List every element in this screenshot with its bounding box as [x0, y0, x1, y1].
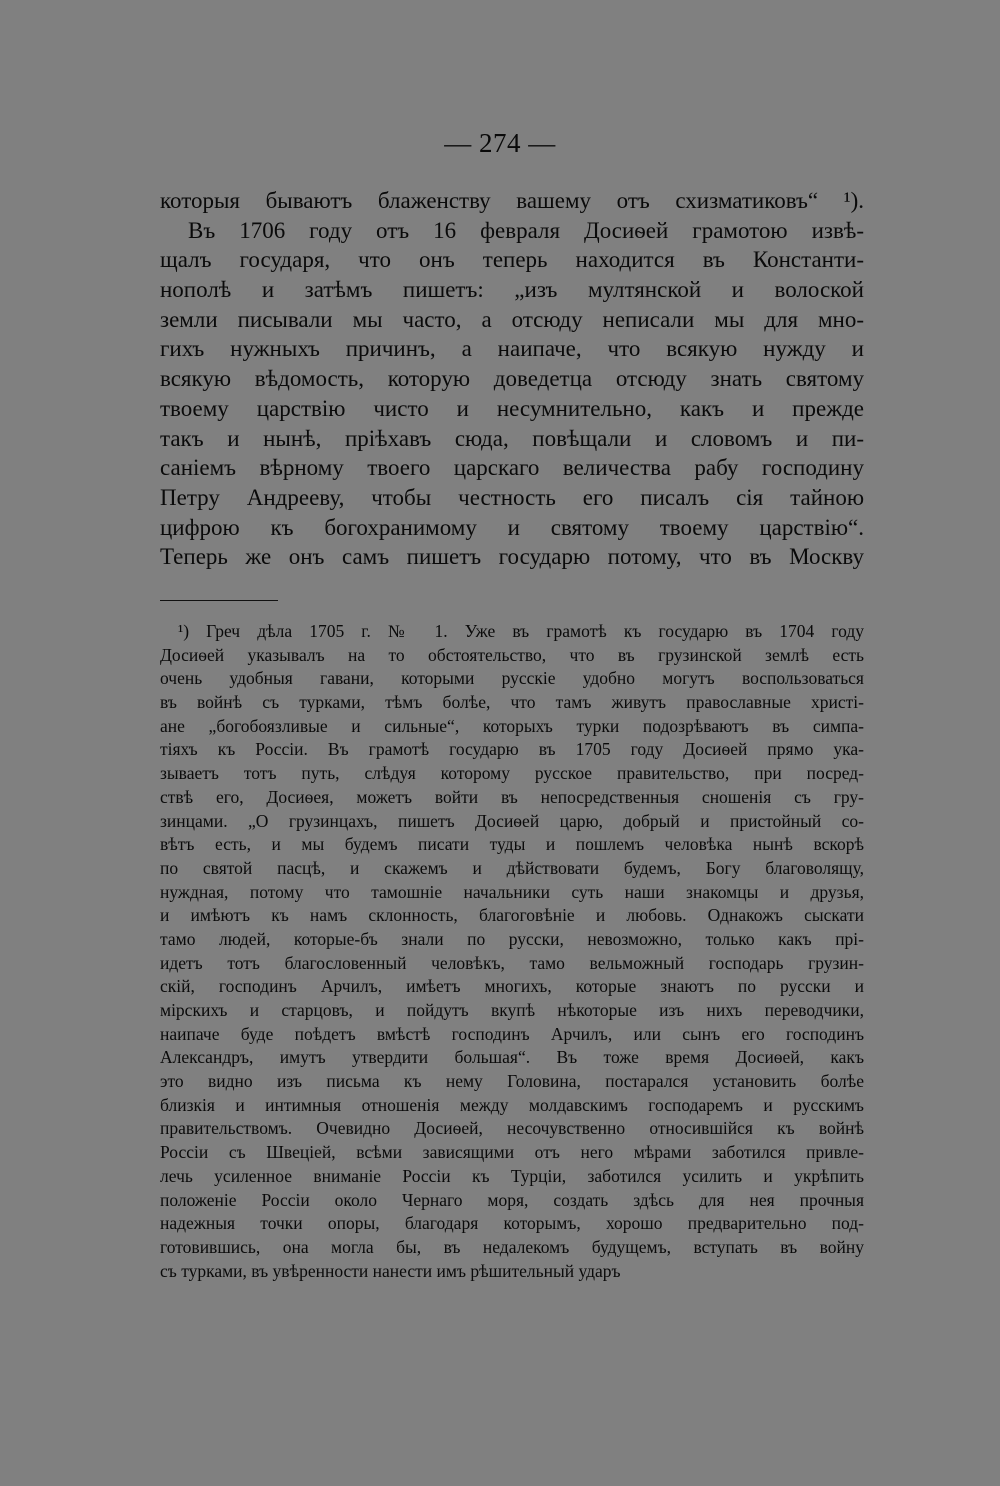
footnote-line: Александръ, имутъ утвердити большая“. Въ тоже время Досиѳей, какъ: [160, 1047, 864, 1068]
footnote-line: зываетъ тотъ путь, слѣдуя которому русское правительство, при посред-: [160, 763, 864, 784]
text-line: щалъ государя, что онъ теперь находится въ Константи-: [160, 247, 864, 273]
footnote-line: надежныя точки опоры, благодаря которымъ, хорошо предварительно под-: [160, 1213, 864, 1234]
footnote-line: съ турками, въ увѣренности нанести имъ рѣшительный ударъ: [160, 1260, 621, 1281]
footnote-line: и имѣютъ къ намъ склонность, благоговѣніе и любовь. Однакожъ сыскати: [160, 905, 864, 926]
text-line: гихъ нужныхъ причинъ, а наипаче, что всякую нужду и: [160, 336, 864, 362]
footnote-line: это видно изъ письма къ нему Головина, постарался установить болѣе: [160, 1071, 864, 1092]
footnote-line: въ войнѣ съ турками, тѣмъ болѣе, что тамъ живутъ православные христі-: [160, 692, 864, 713]
footnote-line: лечь усиленное вниманіе Россіи къ Турціи, заботился усилить и укрѣпить: [160, 1165, 864, 1186]
page-number: — 274 —: [444, 128, 556, 158]
text-line: всякую вѣдомость, которую доведетца отсюду знать святому: [160, 366, 864, 392]
text-line: нополѣ и затѣмъ пишетъ: „изъ мултянской и волоской: [160, 277, 864, 303]
footnote-line: зинцами. „О грузинцахъ, пишетъ Досиѳей царю, добрый и пристойный со-: [160, 810, 864, 831]
footnote-line: вѣтъ есть, и мы будемъ писати туды и пошлемъ человѣка нынѣ вскорѣ: [160, 834, 864, 855]
text-line: земли писывали мы часто, а отсюду неписали мы для мно-: [160, 306, 864, 332]
main-text: [160, 186, 864, 572]
footnote: [160, 620, 864, 1283]
footnote-line: ¹) Греч дѣла 1705 г. № 1. Уже въ грамотѣ къ государю въ 1704 году: [178, 621, 864, 641]
footnote-divider: [160, 600, 278, 601]
footnote-line: Досиѳей указывалъ на то обстоятельство, что въ грузинской землѣ есть: [160, 644, 864, 665]
footnote-line: идетъ тотъ благословенный человѣкъ, тамо вельможный господарь грузин-: [160, 952, 864, 973]
footnote-line: Россіи съ Швеціей, всѣми зависящими отъ него мѣрами заботился привле-: [160, 1142, 864, 1163]
footnote-line: скій, господинъ Арчилъ, имѣетъ многихъ, которые знаютъ по русски и: [160, 976, 864, 997]
footnote-line: по святой пасцѣ, и скажемъ и дѣйствовати будемъ, Богу благоволящу,: [160, 857, 864, 878]
footnote-line: очень удобныя гавани, которыми русскіе удобно могутъ воспользоваться: [160, 668, 864, 689]
text-line: твоему царствію чисто и несумнительно, какъ и прежде: [160, 395, 864, 421]
footnote-line: положеніе Россіи около Чернаго моря, создать здѣсь для нея прочныя: [160, 1189, 864, 1210]
text-line: цифрою къ богохранимому и святому твоему царствію“.: [160, 514, 864, 540]
footnote-line: тамо людей, которые-бъ знали по русски, невозможно, только какъ прі-: [160, 928, 864, 949]
footnote-line: наипаче буде поѣдетъ вмѣстѣ господинъ Арчилъ, или сынъ его господинъ: [160, 1023, 864, 1044]
footnote-line: мірскихъ и старцовъ, и пойдутъ вкупѣ нѣкоторые изъ нихъ переводчики,: [160, 1000, 864, 1020]
footnote-line: нуждная, потому что тамошніе начальники суть наши знакомцы и друзья,: [160, 881, 864, 902]
footnote-line: тіяхъ къ Россіи. Въ грамотѣ государю въ 1705 году Досиѳей прямо ука-: [160, 739, 864, 760]
footnote-line: готовившись, она могла бы, въ недалекомъ будущемъ, вступать въ войну: [160, 1236, 864, 1257]
text-line: Теперь же онъ самъ пишетъ государю потому, что въ Москву: [160, 544, 864, 570]
text-line: Въ 1706 году отъ 16 февраля Досиѳей грамотою извѣ-: [188, 217, 864, 243]
footnote-line: близкія и интимныя отношенія между молдавскимъ господаремъ и русскимъ: [160, 1094, 864, 1115]
footnote-line: ане „богобоязливые и сильные“, которыхъ турки подозрѣваютъ въ симпа-: [160, 715, 864, 736]
text-line: такъ и нынѣ, пріѣхавъ сюда, повѣщали и словомъ и пи-: [160, 425, 864, 451]
text-line: Петру Андрееву, чтобы честность его писалъ сія тайною: [160, 484, 864, 510]
text-line: которыя бываютъ блаженству вашему отъ схизматиковъ“ ¹).: [160, 188, 864, 213]
footnote-line: правительствомъ. Очевидно Досиѳей, несочувственно относившійся къ войнѣ: [160, 1118, 864, 1139]
footnote-line: ствѣ его, Досиѳея, можетъ войти въ непосредственныя сношенія съ гру-: [160, 786, 864, 807]
text-line: саніемъ вѣрному твоего царскаго величества рабу господину: [160, 455, 864, 481]
